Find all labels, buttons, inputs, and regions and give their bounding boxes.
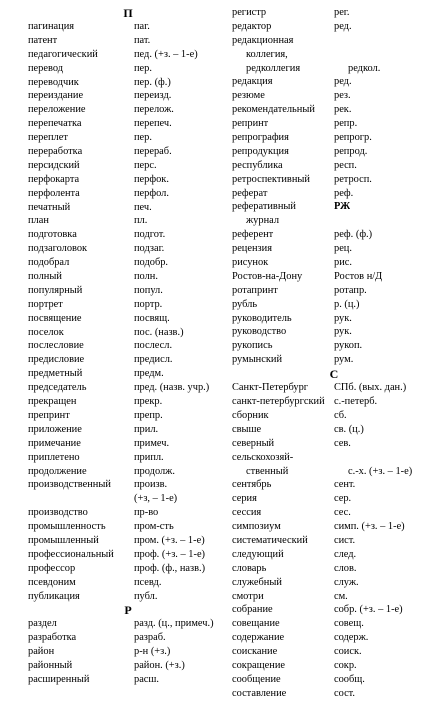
abbreviation-row bbox=[28, 562, 228, 576]
abbreviation-row bbox=[232, 423, 436, 437]
abbreviation-row bbox=[28, 367, 228, 381]
abbreviation: рег. bbox=[334, 7, 350, 18]
abbreviation-row bbox=[28, 548, 228, 562]
abbreviation-row bbox=[28, 131, 228, 145]
abbreviation-row bbox=[28, 159, 228, 173]
abbreviation: ред. bbox=[334, 20, 352, 32]
abbreviation: примеч. bbox=[134, 437, 170, 449]
term: следующий bbox=[232, 548, 284, 560]
abbreviation-row bbox=[28, 62, 228, 76]
abbreviation: рез. bbox=[334, 90, 351, 102]
abbreviation-row bbox=[232, 673, 436, 687]
term: профессиональный bbox=[28, 548, 114, 560]
abbreviation-row bbox=[232, 631, 436, 645]
term: референт bbox=[232, 229, 274, 241]
abbreviation: прил. bbox=[134, 423, 159, 435]
term: содержание bbox=[232, 632, 285, 644]
term: послесловие bbox=[28, 340, 84, 352]
term: составление bbox=[232, 687, 287, 699]
term: смотри bbox=[232, 590, 264, 602]
term: служебный bbox=[232, 576, 282, 588]
abbreviation: совещ. bbox=[334, 618, 364, 630]
abbreviation-row bbox=[232, 6, 436, 20]
abbreviation: предисл. bbox=[134, 354, 173, 366]
abbreviation: сост. bbox=[334, 687, 356, 699]
abbreviation-row bbox=[28, 590, 228, 604]
abbreviation: рец. bbox=[334, 243, 352, 255]
term: примечание bbox=[28, 437, 81, 449]
abbreviation: полн. bbox=[134, 271, 158, 283]
abbreviation: печ. bbox=[134, 201, 152, 213]
abbreviation-row bbox=[28, 631, 228, 645]
term: предметный bbox=[28, 368, 83, 380]
abbreviation: сер. bbox=[334, 493, 352, 505]
abbreviation-row bbox=[232, 103, 436, 117]
term: рисунок bbox=[232, 257, 269, 269]
abbreviation: репрод. bbox=[334, 145, 368, 157]
abbreviation-row bbox=[232, 312, 436, 326]
term: предисловие bbox=[28, 354, 85, 366]
term: редакция bbox=[232, 76, 273, 88]
term: журнал bbox=[246, 215, 280, 227]
term: подзаголовок bbox=[28, 243, 88, 255]
term: педагогический bbox=[28, 48, 98, 60]
abbreviation: сес. bbox=[334, 507, 351, 519]
abbreviation: редкол. bbox=[348, 62, 381, 74]
abbreviation-row bbox=[232, 62, 436, 76]
abbreviation-row bbox=[28, 48, 228, 62]
abbreviation-row bbox=[232, 590, 436, 604]
term: разработка bbox=[28, 632, 77, 644]
term: псевдоним bbox=[28, 576, 76, 588]
abbreviation: пер. (ф.) bbox=[134, 76, 171, 88]
abbreviation: пер. bbox=[134, 62, 152, 74]
term: переложение bbox=[28, 104, 86, 116]
abbreviation-row bbox=[232, 256, 436, 270]
term: посвящение bbox=[28, 312, 82, 324]
abbreviation-row bbox=[232, 159, 436, 173]
abbreviation: пром-сть bbox=[134, 521, 174, 533]
term: словарь bbox=[232, 562, 267, 574]
abbreviation: ред. bbox=[334, 76, 352, 88]
abbreviation: перераб. bbox=[134, 146, 172, 158]
abbreviation: сокр. bbox=[334, 659, 357, 671]
abbreviation: ротапр. bbox=[334, 284, 367, 296]
abbreviation-row bbox=[28, 145, 228, 159]
abbreviation: продолж. bbox=[134, 465, 175, 477]
term: приплетено bbox=[28, 451, 80, 463]
abbreviation: соиск. bbox=[334, 646, 362, 658]
term: румынский bbox=[232, 354, 283, 366]
abbreviation: след. bbox=[334, 548, 357, 560]
term: промышленный bbox=[28, 534, 99, 546]
abbreviation-row bbox=[28, 34, 228, 48]
abbreviation: перепеч. bbox=[134, 118, 172, 130]
abbreviation-row bbox=[232, 409, 436, 423]
abbreviation-row bbox=[232, 687, 436, 701]
abbreviation-row bbox=[28, 76, 228, 90]
abbreviation-row bbox=[28, 395, 228, 409]
abbreviation: сист. bbox=[334, 534, 356, 546]
term: репринт bbox=[232, 118, 269, 130]
abbreviation: реф. (ф.) bbox=[334, 229, 373, 241]
abbreviation-row bbox=[232, 381, 436, 395]
abbreviation-row bbox=[28, 187, 228, 201]
term: производство bbox=[28, 507, 88, 519]
abbreviation-row bbox=[28, 437, 228, 451]
abbreviation: рукоп. bbox=[334, 340, 363, 352]
abbreviation-row bbox=[28, 284, 228, 298]
term: рубль bbox=[232, 298, 258, 310]
abbreviation-row bbox=[232, 117, 436, 131]
term: сокращение bbox=[232, 659, 286, 671]
term: поселок bbox=[28, 326, 64, 338]
term: приложение bbox=[28, 423, 82, 435]
abbreviation-row bbox=[232, 353, 436, 367]
abbreviation: препр. bbox=[134, 409, 163, 421]
term: реферат bbox=[232, 187, 268, 199]
term: перфокарта bbox=[28, 173, 80, 185]
abbreviation: паг. bbox=[134, 21, 150, 32]
abbreviation: проф. (ф., назв.) bbox=[134, 562, 206, 574]
abbreviation: пос. (назв.) bbox=[134, 326, 184, 338]
abbreviation-row bbox=[232, 506, 436, 520]
abbreviation-row bbox=[232, 478, 436, 492]
term: продолжение bbox=[28, 465, 87, 477]
term bbox=[28, 492, 134, 506]
term: промышленность bbox=[28, 521, 106, 533]
abbreviation-row bbox=[28, 451, 228, 465]
abbreviation: подзаг. bbox=[134, 243, 165, 255]
abbreviation-row bbox=[232, 48, 436, 62]
abbreviation-row bbox=[232, 145, 436, 159]
term: план bbox=[28, 215, 49, 227]
term: редакционная bbox=[232, 34, 294, 46]
term: рекомендательный bbox=[232, 104, 315, 116]
term: регистр bbox=[232, 7, 267, 18]
abbreviation: см. bbox=[334, 590, 348, 602]
abbreviation-row bbox=[232, 242, 436, 256]
section-letter: Р bbox=[124, 603, 132, 618]
term: подобрал bbox=[28, 257, 70, 269]
abbreviation-row bbox=[28, 89, 228, 103]
abbreviation-row bbox=[232, 437, 436, 451]
term: Ростов-на-Дону bbox=[232, 270, 303, 282]
abbreviation: св. (ц.) bbox=[334, 423, 364, 435]
abbreviation-row bbox=[28, 409, 228, 423]
term: перфолента bbox=[28, 187, 80, 199]
abbreviation-row bbox=[232, 284, 436, 298]
abbreviation-row bbox=[232, 576, 436, 590]
abbreviation: пат. bbox=[134, 34, 151, 46]
abbreviation-row bbox=[28, 103, 228, 117]
abbreviation-row bbox=[232, 34, 436, 48]
abbreviation: перфок. bbox=[134, 173, 169, 185]
term: собрание bbox=[232, 604, 273, 616]
abbreviation: предм. bbox=[134, 368, 164, 380]
term: сборник bbox=[232, 409, 269, 421]
abbreviation: псевд. bbox=[134, 576, 162, 588]
term: соискание bbox=[232, 646, 278, 658]
abbreviation-row bbox=[232, 339, 436, 353]
term: полный bbox=[28, 271, 62, 283]
abbreviation-row bbox=[28, 20, 228, 34]
abbreviation: с.-х. (+з. – 1-е) bbox=[348, 465, 413, 477]
abbreviation-row bbox=[28, 492, 228, 506]
abbreviation-row bbox=[28, 173, 228, 187]
abbreviation-row bbox=[232, 562, 436, 576]
abbreviation: рум. bbox=[334, 354, 354, 366]
term: систематический bbox=[232, 534, 308, 546]
abbreviation-row bbox=[232, 131, 436, 145]
abbreviation-row bbox=[28, 353, 228, 367]
abbreviation-row bbox=[28, 326, 228, 340]
abbreviation: разд. (ц., примеч.) bbox=[134, 618, 214, 630]
term: популярный bbox=[28, 284, 83, 296]
abbreviation-row bbox=[232, 617, 436, 631]
abbreviation-row bbox=[232, 534, 436, 548]
abbreviation-row bbox=[28, 312, 228, 326]
abbreviation: реф. bbox=[334, 187, 354, 199]
term: симпозиум bbox=[232, 521, 281, 533]
abbreviation: перфол. bbox=[134, 187, 169, 199]
abbreviation-row bbox=[28, 298, 228, 312]
abbreviation-row bbox=[28, 339, 228, 353]
abbreviation: пр-во bbox=[134, 507, 159, 519]
abbreviation-row bbox=[28, 617, 228, 631]
term: руководство bbox=[232, 326, 287, 338]
abbreviation-row bbox=[28, 270, 228, 284]
abbreviation: рек. bbox=[334, 104, 352, 116]
abbreviation: сент. bbox=[334, 479, 356, 491]
abbreviation: публ. bbox=[134, 590, 158, 602]
abbreviation-row bbox=[28, 423, 228, 437]
right-column bbox=[232, 6, 436, 701]
abbreviation-row bbox=[232, 270, 436, 284]
term: публикация bbox=[28, 590, 80, 602]
term: район bbox=[28, 646, 55, 658]
abbreviation: проф. (+з. – 1-е) bbox=[134, 548, 206, 560]
abbreviation: сб. bbox=[334, 409, 347, 421]
term: серия bbox=[232, 493, 257, 505]
abbreviation: перс. bbox=[134, 159, 157, 171]
abbreviation-row bbox=[232, 659, 436, 673]
abbreviation-row bbox=[28, 645, 228, 659]
left-column bbox=[28, 6, 228, 687]
term: раздел bbox=[28, 618, 57, 630]
abbreviation: р. (ц.) bbox=[334, 298, 360, 310]
abbreviation-row bbox=[232, 645, 436, 659]
abbreviation: репр. bbox=[334, 118, 358, 130]
abbreviation-row bbox=[232, 228, 436, 242]
section-letter: С bbox=[329, 367, 339, 382]
term: переработка bbox=[28, 146, 83, 158]
term: печатный bbox=[28, 201, 71, 213]
abbreviation-row bbox=[232, 548, 436, 562]
term: расширенный bbox=[28, 673, 90, 685]
abbreviation: припл. bbox=[134, 451, 164, 463]
term: редактор bbox=[232, 20, 272, 32]
term: пагинация bbox=[28, 21, 75, 32]
term: перепечатка bbox=[28, 118, 82, 130]
abbreviation-row bbox=[28, 673, 228, 687]
abbreviation: произв. bbox=[134, 479, 168, 491]
term: препринт bbox=[28, 409, 70, 421]
term: переводчик bbox=[28, 76, 79, 88]
section-letter: П bbox=[123, 6, 133, 20]
abbreviation-row bbox=[232, 451, 436, 465]
abbreviation: подгот. bbox=[134, 229, 166, 241]
term: сентябрь bbox=[232, 479, 272, 491]
abbreviation: пред. (назв. учр.) bbox=[134, 382, 210, 394]
term: председатель bbox=[28, 382, 87, 394]
abbreviation-row bbox=[28, 659, 228, 673]
abbreviation: респ. bbox=[334, 159, 357, 171]
abbreviation: попул. bbox=[134, 284, 163, 296]
abbreviation-row bbox=[232, 395, 436, 409]
abbreviation: рук. bbox=[334, 312, 352, 324]
term: патент bbox=[28, 34, 58, 46]
term: репрография bbox=[232, 132, 289, 144]
term: резюме bbox=[232, 90, 265, 102]
abbreviation: разраб. bbox=[134, 632, 166, 644]
abbreviation-row bbox=[232, 200, 436, 214]
abbreviation-row bbox=[28, 242, 228, 256]
abbreviation: слов. bbox=[334, 562, 357, 574]
term: рецензия bbox=[232, 243, 272, 255]
abbreviation: пром. (+з. – 1-е) bbox=[134, 534, 205, 546]
term: прекращен bbox=[28, 396, 77, 408]
abbreviation-row bbox=[232, 187, 436, 201]
abbreviation: СПб. (вых. дан.) bbox=[334, 382, 407, 394]
abbreviation: с.-петерб. bbox=[334, 396, 378, 408]
abbreviation-row bbox=[28, 214, 228, 228]
term: руководитель bbox=[232, 312, 292, 324]
abbreviation: посвящ. bbox=[134, 312, 170, 324]
abbreviation-row bbox=[232, 89, 436, 103]
abbreviation: переизд. bbox=[134, 90, 172, 102]
term: сообщение bbox=[232, 673, 281, 685]
term: ретроспективный bbox=[232, 173, 310, 185]
term: портрет bbox=[28, 298, 63, 310]
abbreviation: р-н (+з.) bbox=[134, 646, 171, 658]
abbreviation: рук. bbox=[334, 326, 352, 338]
term: переплет bbox=[28, 132, 68, 144]
abbreviation: портр. bbox=[134, 298, 163, 310]
term: редколлегия bbox=[246, 62, 301, 74]
term: переиздание bbox=[28, 90, 84, 102]
term: северный bbox=[232, 437, 275, 449]
abbreviation-row bbox=[232, 214, 436, 228]
abbreviation-row bbox=[232, 603, 436, 617]
abbreviation-row bbox=[28, 381, 228, 395]
term: персидский bbox=[28, 159, 80, 171]
term: производственный bbox=[28, 479, 111, 491]
abbreviation-row bbox=[28, 520, 228, 534]
abbreviation: сообщ. bbox=[334, 673, 365, 685]
abbreviation: Ростов н/Д bbox=[334, 270, 383, 282]
abbreviation-row bbox=[28, 576, 228, 590]
abbreviation-row bbox=[28, 534, 228, 548]
abbreviation: сев. bbox=[334, 437, 351, 449]
abbreviation-row bbox=[232, 20, 436, 34]
abbreviation-row bbox=[232, 173, 436, 187]
term: санкт-петербургский bbox=[232, 396, 325, 408]
abbreviation-row bbox=[232, 492, 436, 506]
abbreviation-row bbox=[232, 520, 436, 534]
abbreviation-row bbox=[232, 465, 436, 479]
term: Санкт-Петербург bbox=[232, 382, 309, 394]
term: совещание bbox=[232, 618, 280, 630]
term: сельскохозяй- bbox=[232, 451, 294, 463]
abbreviation: содерж. bbox=[334, 632, 369, 644]
abbreviation-row bbox=[28, 506, 228, 520]
term: ственный bbox=[246, 465, 289, 477]
abbreviation: собр. (+з. – 1-е) bbox=[334, 604, 403, 616]
abbreviation-row bbox=[28, 465, 228, 479]
abbreviation-row bbox=[232, 325, 436, 339]
term: реферативный bbox=[232, 201, 296, 213]
abbreviation: пер. bbox=[134, 132, 152, 144]
term: подготовка bbox=[28, 229, 77, 241]
abbreviation: пл. bbox=[134, 215, 148, 227]
abbreviation: РЖ bbox=[334, 201, 351, 213]
abbreviation-row bbox=[232, 75, 436, 89]
abbreviation: район. (+з.) bbox=[134, 660, 185, 672]
term: профессор bbox=[28, 562, 76, 574]
abbreviation-row bbox=[28, 201, 228, 215]
abbreviation-row bbox=[28, 117, 228, 131]
abbreviation: подобр. bbox=[134, 257, 169, 269]
abbreviation: рис. bbox=[334, 257, 352, 269]
abbreviation: ретросп. bbox=[334, 173, 372, 185]
abbreviation: служ. bbox=[334, 576, 359, 588]
abbreviation: расш. bbox=[134, 673, 160, 685]
abbreviation: (+з, – 1-е) bbox=[134, 493, 178, 505]
term: перевод bbox=[28, 62, 63, 74]
term: районный bbox=[28, 660, 73, 672]
term: ротапринт bbox=[232, 284, 278, 296]
abbreviation-row bbox=[232, 298, 436, 312]
term: свыше bbox=[232, 423, 262, 435]
abbreviation: симп. (+з. – 1-е) bbox=[334, 521, 405, 533]
term: репродукция bbox=[232, 145, 289, 157]
term: сессия bbox=[232, 507, 262, 519]
term: коллегия, bbox=[246, 48, 288, 60]
abbreviation-row bbox=[28, 256, 228, 270]
term: рукопись bbox=[232, 340, 273, 352]
abbreviation: пед. (+з. – 1-е) bbox=[134, 48, 198, 60]
abbreviation: перелож. bbox=[134, 104, 174, 116]
abbreviation: прекр. bbox=[134, 396, 163, 408]
abbreviation: репрогр. bbox=[334, 132, 372, 144]
term: республика bbox=[232, 159, 283, 171]
abbreviation-row bbox=[28, 228, 228, 242]
abbreviation-row bbox=[28, 478, 228, 492]
abbreviation: послесл. bbox=[134, 340, 173, 352]
